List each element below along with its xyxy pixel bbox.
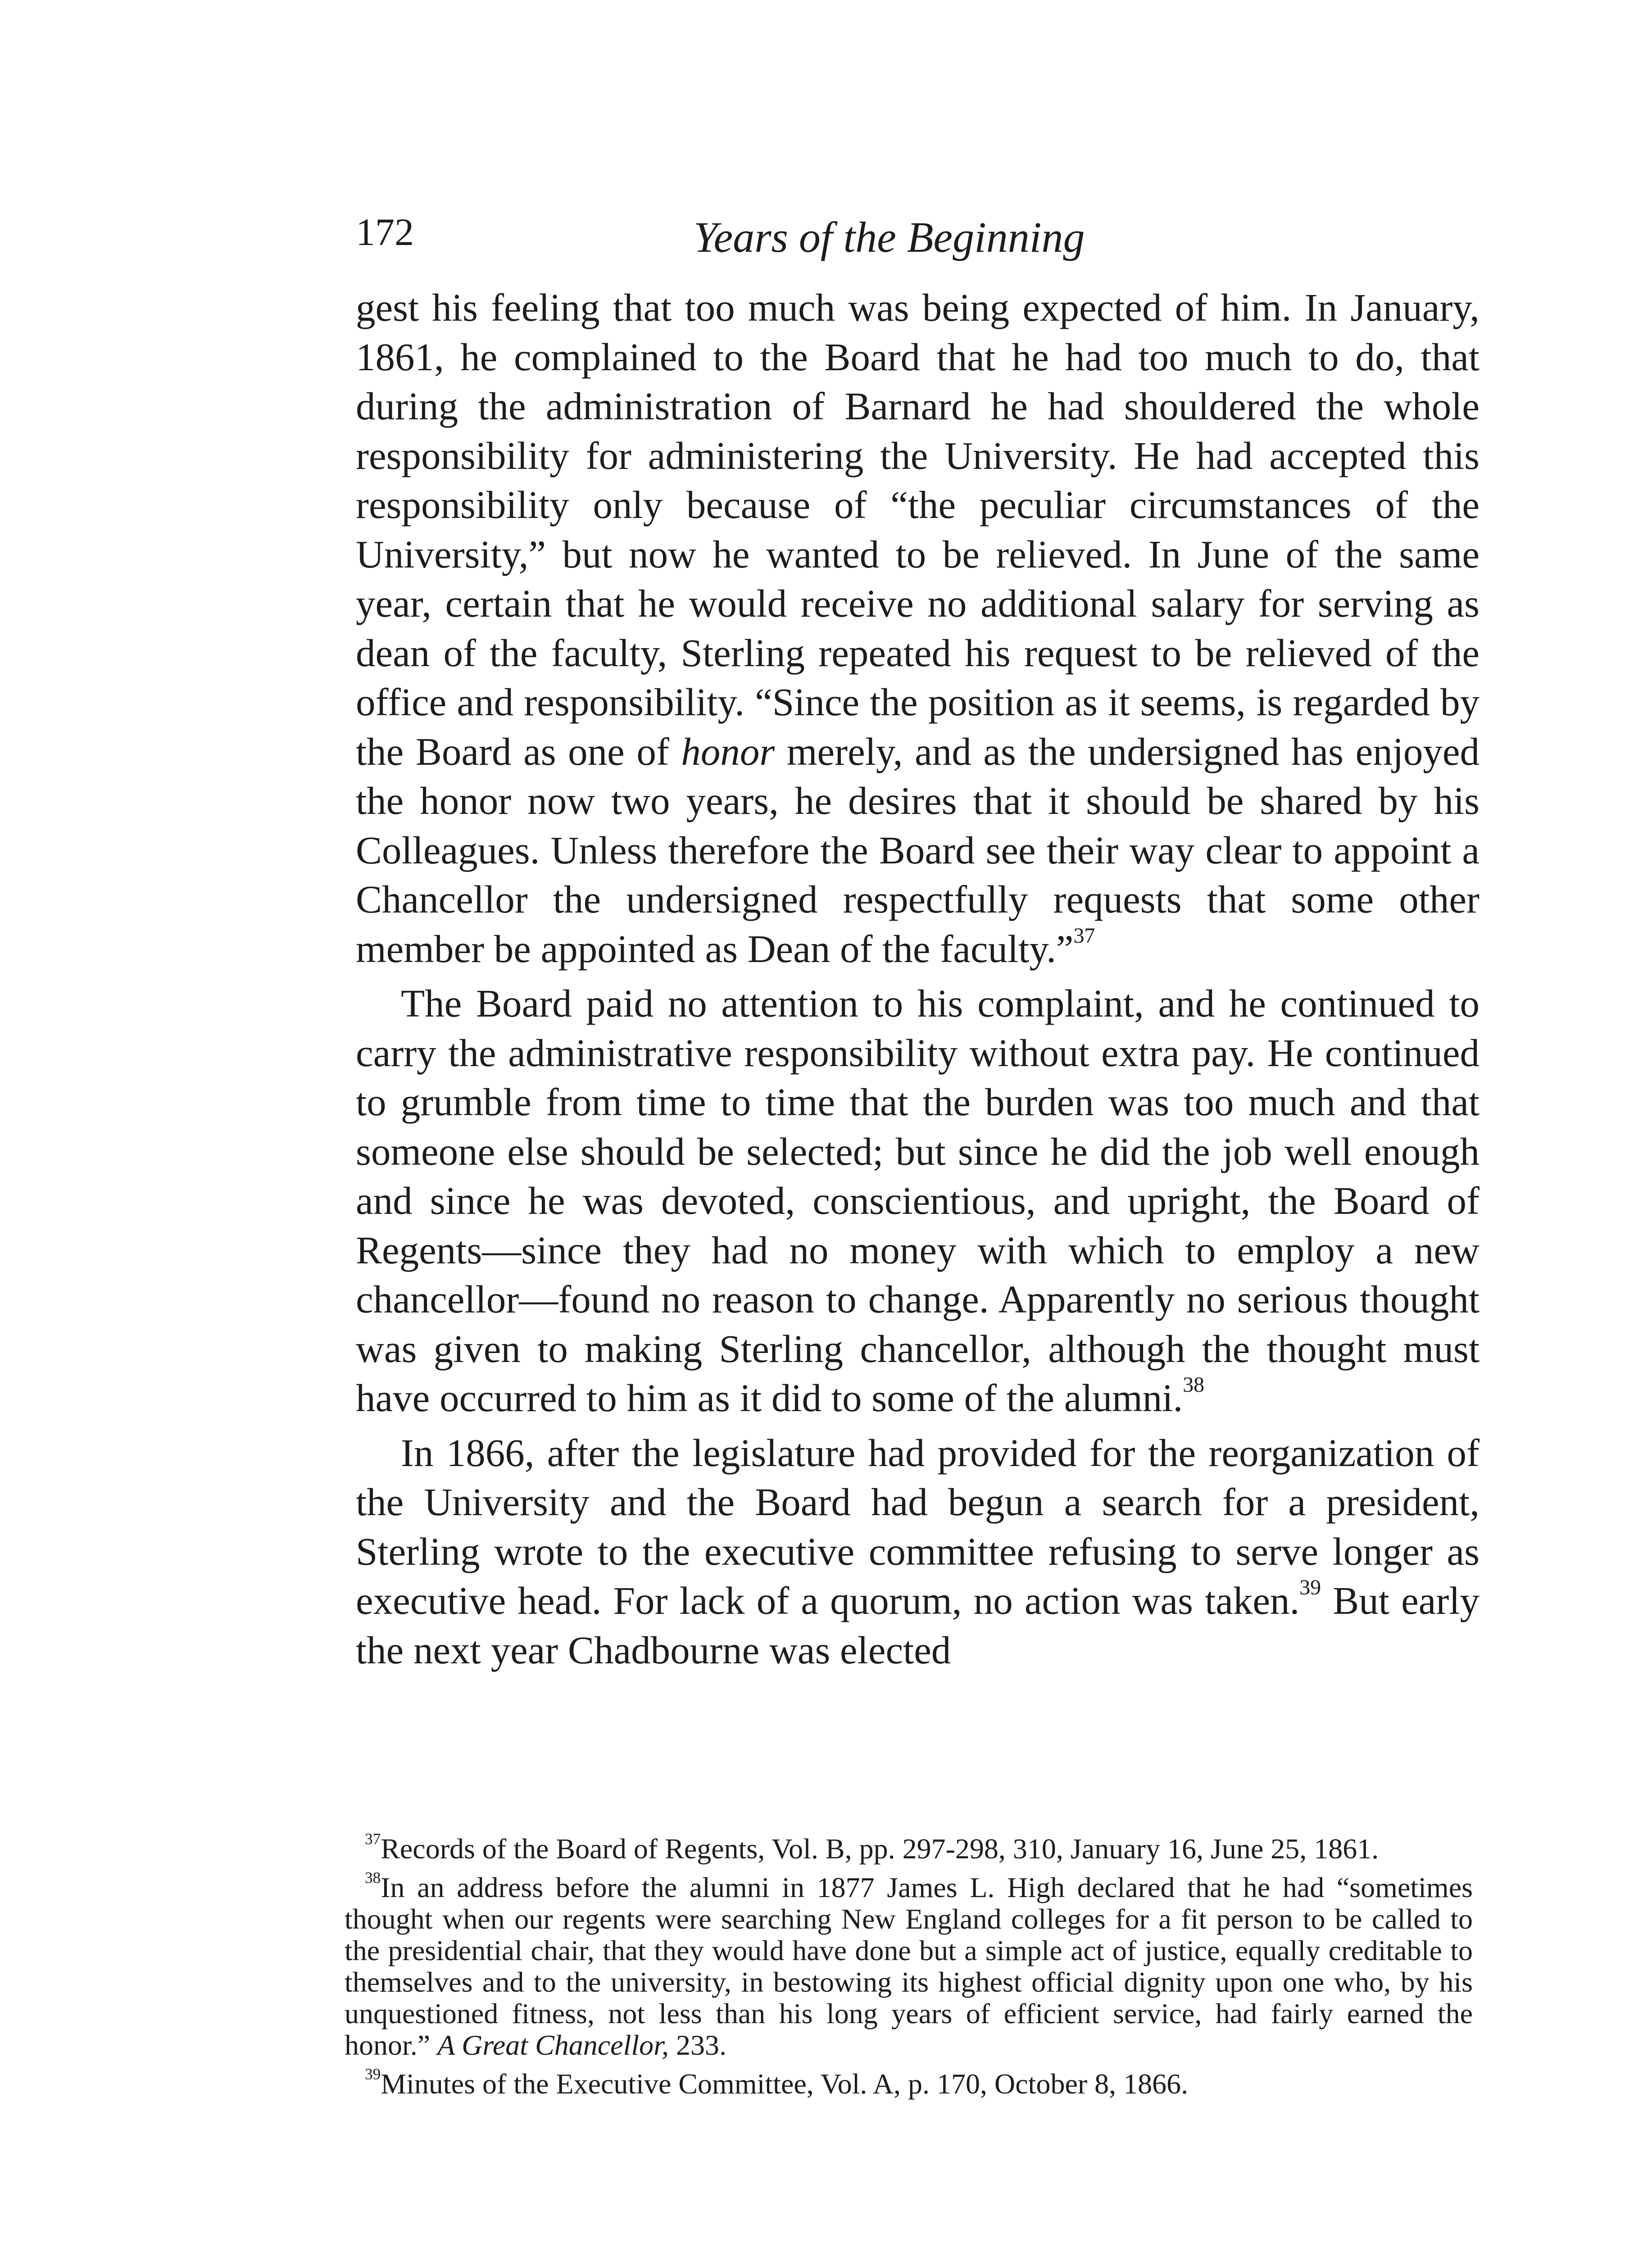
footnote-37 <box>345 1830 1473 1865</box>
paragraph-text: But early the next year Chadbourne was elected <box>356 1579 1480 1672</box>
emphasis-text: honor <box>681 729 775 773</box>
paragraph-1 <box>356 283 1480 973</box>
page-header <box>0 209 1652 277</box>
paragraph-text: merely, and as the undersigned has enjoyed the honor now two years, he desires that it should be shared by his Colleagues. Unless therefore the Board see their way clear to appoint a Chancellor the undersigned respectfully requests that some other member be appointed as Dean of the faculty.” <box>356 729 1480 971</box>
body-text <box>356 283 1480 1675</box>
footnote-ref: 37 <box>1073 923 1095 948</box>
footnote-text: Minutes of the Executive Committee, Vol. A, p. 170, October 8, 1866. <box>381 2068 1189 2100</box>
footnotes <box>345 1830 1473 2107</box>
footnote-38 <box>345 1869 1473 2061</box>
footnote-ref: 38 <box>1183 1372 1205 1397</box>
paragraph-3 <box>356 1428 1480 1675</box>
footnote-ref: 39 <box>1299 1575 1321 1599</box>
footnote-text: Records of the Board of Regents, Vol. B, pp. 297-298, 310, January 16, June 25, 1861. <box>381 1833 1379 1865</box>
footnote-number: 37 <box>365 1830 381 1848</box>
footnote-source-title: A Great Chancellor, <box>437 2029 669 2061</box>
footnote-number: 39 <box>365 2065 381 2083</box>
footnote-number: 38 <box>365 1869 381 1887</box>
paragraph-text: In 1866, after the legislature had provided for the reorganization of the University and the Board had begun a search for a president, Sterling wrote to the executive committee refusing to serve longer as executive head. For lack of a quorum, no action was taken. <box>356 1430 1480 1622</box>
footnote-source-page: 233. <box>668 2029 726 2061</box>
page-number: 172 <box>356 210 414 254</box>
paragraph-text: The Board paid no attention to his complaint, and he continued to carry the administrative responsibility without extra pay. He continued to grumble from time to time that the burden was too much and that someone else should be selected; but since he did the job well enough and since he was devoted, conscientious, and upright, the Board of Regents—since they had no money with which to employ a new chancellor—found no reason to change. Apparently no serious thought was given to making Sterling chancellor, although the thought must have occurred to him as it did to some of the alumni. <box>356 981 1480 1420</box>
running-head: Years of the Beginning <box>694 213 1085 261</box>
footnote-text: In an address before the alumni in 1877 James L. High declared that he had “sometimes thought when our regents were searching New England colleges for a fit person to be called to the presidential chair, that they would have done but a simple act of justice, equally creditable to themselves and to the university, in bestowing its highest official dignity upon one who, by his unquestioned fitness, not less than his long years of efficient service, had fairly earned the honor.” <box>345 1871 1473 2061</box>
paragraph-text: gest his feeling that too much was being expected of him. In January, 1861, he complained to the Board that he had too much to do, that during the administration of Barnard he had shouldered the whole responsibility for administering the University. He had accepted this responsibility only because of “the peculiar circumstances of the University,” but now he wanted to be relieved. In June of the same year, certain that he would receive no additional salary for serving as dean of the faculty, Sterling repeated his request to be relieved of the office and responsibility. “Since the position as it seems, is regarded by the Board as one of <box>356 286 1480 773</box>
paragraph-2 <box>356 979 1480 1423</box>
footnote-39 <box>345 2065 1473 2100</box>
